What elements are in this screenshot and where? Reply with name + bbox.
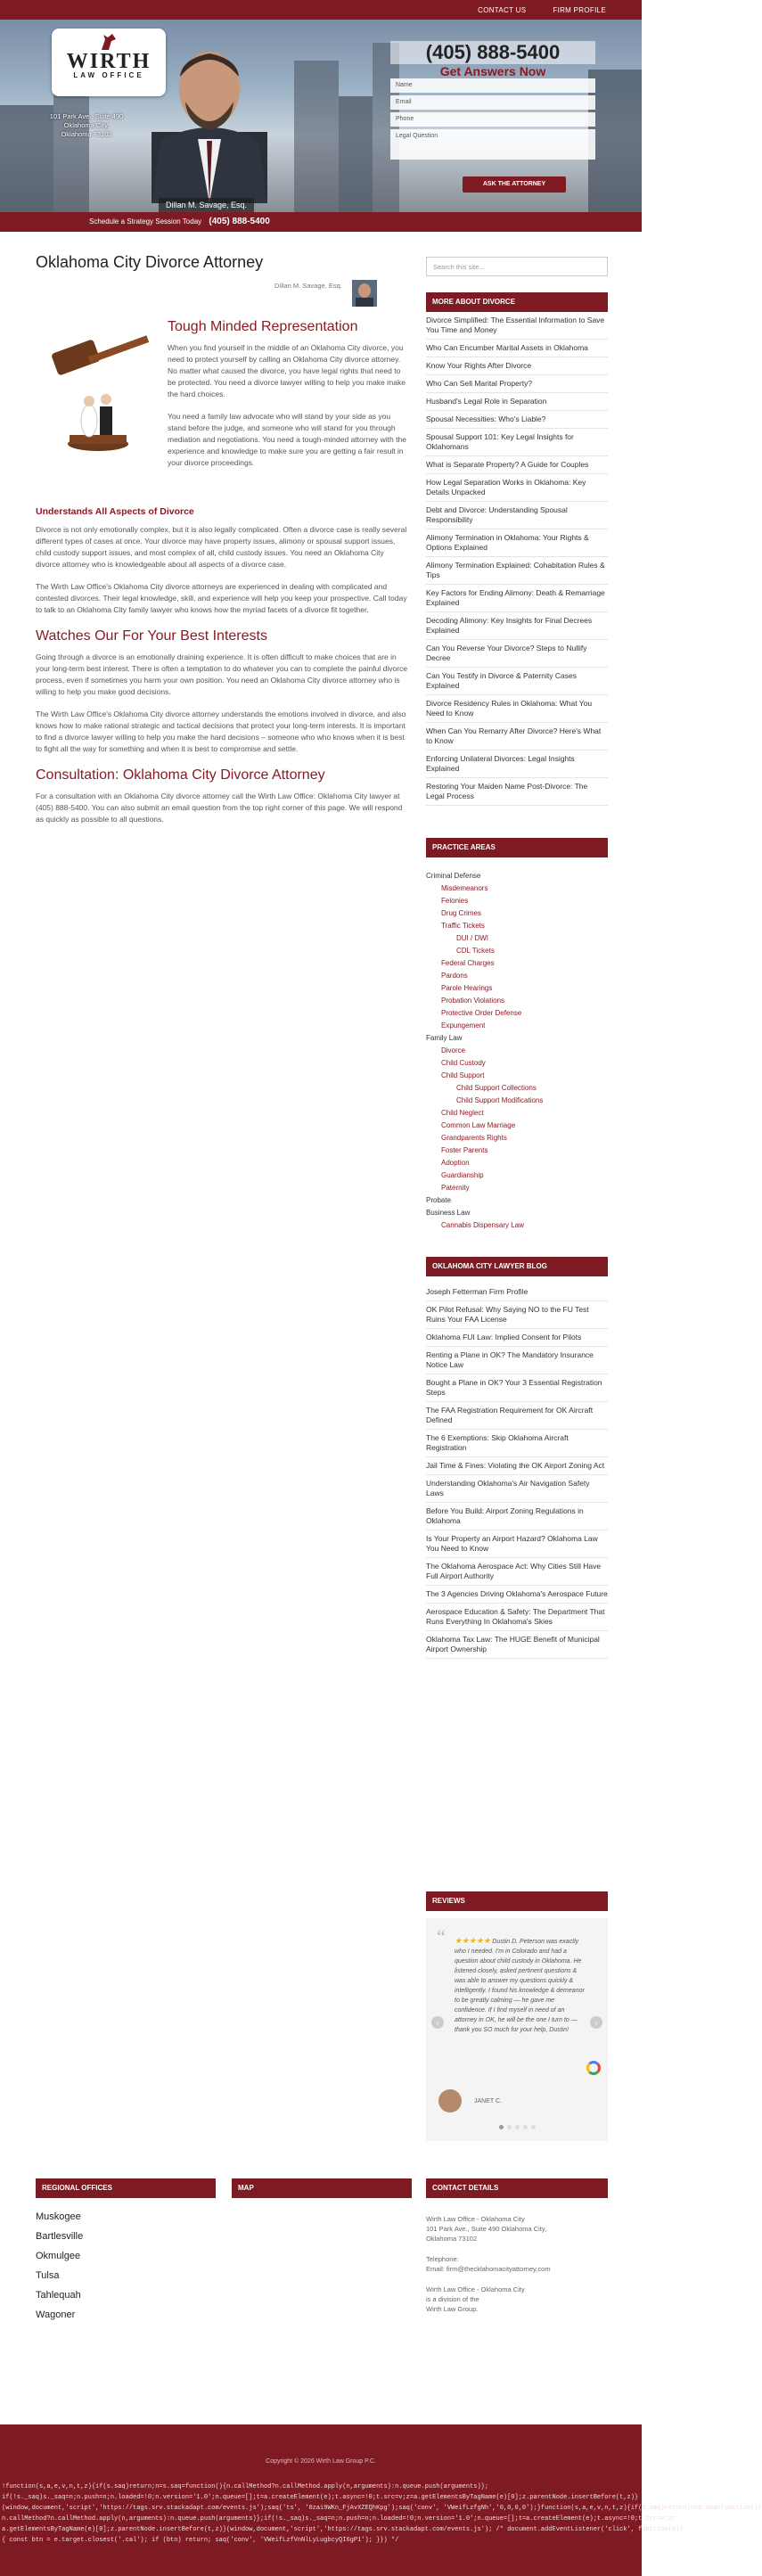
section-heading-understands: Understands All Aspects of Divorce — [36, 506, 194, 517]
next-review-icon[interactable]: › — [590, 2016, 602, 2029]
practice-area-link[interactable]: Adoption — [441, 1159, 470, 1167]
practice-area-link[interactable]: Parole Hearings — [441, 984, 493, 992]
divorce-article-link[interactable]: Know Your Rights After Divorce — [426, 357, 608, 375]
divorce-article-link[interactable]: Divorce Simplified: The Essential Information to Save You Time and Money — [426, 312, 608, 340]
practice-area-link[interactable]: Guardianship — [441, 1171, 484, 1179]
quote-icon: “ — [437, 1925, 446, 1948]
gavel-figurine-image — [36, 321, 169, 455]
practice-area-link[interactable]: Grandparents Rights — [441, 1134, 507, 1142]
divorce-article-link[interactable]: Who Can Encumber Marital Assets in Oklahoma — [426, 340, 608, 357]
blog-post-link[interactable]: Joseph Fetterman Firm Profile — [426, 1284, 608, 1301]
office-link[interactable]: Bartlesville — [36, 2231, 84, 2242]
practice-areas-heading: PRACTICE AREAS — [426, 838, 608, 857]
paragraph: Divorce is not only emotionally complex, but it is also legally complicated. Often a divorce case is really several different types of cases at once. Your divorce may have property issues, alimony or spousal support issues, child custody support issues, and most complex of all, child custody issues. You need an Oklahoma City divorce attorney who is knowledgeable about all aspects of a divorce case. — [36, 525, 407, 569]
blog-post-link[interactable]: Oklahoma FUI Law: Implied Consent for Pilots — [426, 1329, 608, 1347]
map-heading: MAP — [232, 2178, 412, 2198]
carousel-dot[interactable] — [531, 2125, 536, 2129]
get-answers-heading: Get Answers Now — [439, 64, 546, 78]
practice-area-link[interactable]: Misdemeanors — [441, 884, 488, 892]
reviewer-name: JANET C. — [474, 2098, 502, 2104]
divorce-article-link[interactable]: Alimony Termination Explained: Cohabitation Rules & Tips — [426, 557, 608, 585]
practice-area-link[interactable]: Divorce — [441, 1046, 466, 1054]
practice-area-link[interactable]: Felonies — [441, 897, 469, 905]
contact-details: Wirth Law Office - Oklahoma City 101 Park Ave., Suite 490 Oklahoma City, Oklahoma 73102 Telephone: Email: firm@thecklahomacityattorney.com Wirth Law Office - Oklahoma City is a division of the Wirth Law Group. — [426, 2214, 608, 2314]
divorce-article-link[interactable]: Can You Reverse Your Divorce? Steps to Nullify Decree — [426, 640, 608, 668]
blog-post-link[interactable]: OK Pilot Refusal: Why Saying NO to the FU Test Ruins Your FAA License — [426, 1301, 608, 1329]
author-byline: Dillan M. Savage, Esq. — [274, 282, 342, 290]
script-line: a.getElementsByTagName(e)[0];z.parentNode.insertBefore(t,z)}(window,document,'script','https://tags.srv.stackadapt.com/events.js'); /* document.addEventListener('click', function(e){ — [2, 2526, 684, 2533]
practice-area-link[interactable]: Traffic Tickets — [441, 922, 485, 930]
search-input[interactable]: Search this site... — [426, 257, 608, 276]
ask-attorney-button[interactable]: ASK THE ATTORNEY — [463, 176, 566, 193]
practice-area-link[interactable]: CDL Tickets — [456, 947, 495, 955]
prev-review-icon[interactable]: ‹ — [431, 2016, 444, 2029]
review-card — [426, 1918, 608, 2141]
carousel-dot[interactable] — [523, 2125, 528, 2129]
legal-question-field[interactable]: Legal Question — [390, 129, 595, 160]
divorce-article-link[interactable]: Spousal Necessities: Who's Liable? — [426, 411, 608, 429]
office-link[interactable]: Muskogee — [36, 2211, 81, 2222]
practice-area-link[interactable]: Cannabis Dispensary Law — [441, 1221, 524, 1229]
hero-phone[interactable]: (405) 888-5400 — [390, 41, 595, 64]
blog-post-link[interactable]: Aerospace Education & Safety: The Department That Runs Everything In Oklahoma's Skies — [426, 1604, 608, 1631]
practice-area-link[interactable]: Criminal Defense — [426, 872, 481, 880]
name-field[interactable]: Name — [390, 78, 595, 93]
practice-area-link[interactable]: Probate — [426, 1196, 452, 1204]
paragraph: The Wirth Law Office's Oklahoma City divorce attorneys are experienced in dealing with complicated and contested divorces. Their legal knowledge, skill, and experience will help you keep your prospective. Call today to talk to an Oklahoma City family lawyer who knows how the myriad facets of a divorce fit together. — [36, 582, 407, 614]
blog-post-link[interactable]: Oklahoma Tax Law: The HUGE Benefit of Municipal Airport Ownership — [426, 1631, 608, 1659]
more-about-divorce-list — [426, 312, 608, 806]
divorce-article-link[interactable]: Enforcing Unilateral Divorces: Legal Insights Explained — [426, 751, 608, 778]
section-heading-consult: Consultation: Oklahoma City Divorce Attorney — [36, 767, 325, 783]
practice-area-link[interactable]: Child Support Collections — [456, 1084, 537, 1092]
divorce-article-link[interactable]: Divorce Residency Rules in Oklahoma: What You Need to Know — [426, 695, 608, 723]
blog-post-link[interactable]: Jail Time & Fines: Violating the OK Airport Zoning Act — [426, 1457, 608, 1475]
paragraph: When you find yourself in the middle of an Oklahoma City divorce, you need to protect yourself by calling an Oklahoma City divorce attorney. No matter what caused the divorce, you have legal rights that need to be protected. You need a divorce lawyer willing to help you make make the hard choices. — [168, 343, 406, 398]
paragraph: For a consultation with an Oklahoma City divorce attorney call the Wirth Law Office: Oklahoma City lawyer at (405) 888-5400. You can also submit an email question from the top right corner of this page. We will respond as quickly as possible to all questions. — [36, 792, 403, 824]
schedule-strip — [0, 212, 642, 232]
tracking-script-text — [0, 2482, 762, 2546]
email-field[interactable]: Email — [390, 95, 595, 110]
more-about-divorce-heading: MORE ABOUT DIVORCE — [426, 292, 608, 312]
horse-logo-icon — [98, 32, 119, 52]
section-heading-tough: Tough Minded Representation — [168, 319, 358, 334]
copyright: Copyright © 2026 Wirth Law Group P.C. — [266, 2458, 376, 2465]
hero-banner — [0, 20, 642, 212]
logo-sub: LAW OFFICE — [73, 71, 144, 79]
regional-offices-list — [36, 2207, 214, 2325]
contact-us-link[interactable]: CONTACT US — [478, 5, 527, 14]
practice-area-link[interactable]: Protective Order Defense — [441, 1009, 522, 1017]
practice-area-link[interactable]: Child Neglect — [441, 1109, 484, 1117]
firm-profile-link[interactable]: FIRM PROFILE — [553, 5, 606, 14]
divorce-article-link[interactable]: Husband's Legal Role in Separation — [426, 393, 608, 411]
schedule-text: Schedule a Strategy Session Today — [89, 217, 202, 226]
review-body: ★★★★★ Dustin D. Peterson was exactly who I needed. I'm in Colorado and had a question about child custody in Oklahoma. He listened closely, asked pertinent questions & was able to answer my questions quickly & intelligently. I found his knowledge & demeanor to be greatly calming — he gave me confidence. If I find myself in need of an attorney in OK, he will be the one I turn to — thank you SO much for your help, Dustin! — [455, 1936, 585, 2033]
divorce-article-link[interactable]: What is Separate Property? A Guide for Couples — [426, 456, 608, 474]
divorce-article-link[interactable]: Spousal Support 101: Key Legal Insights for Oklahomans — [426, 429, 608, 456]
contact-email[interactable]: Email: firm@thecklahomacityattorney.com — [426, 2265, 551, 2273]
practice-area-link[interactable]: Pardons — [441, 972, 468, 980]
practice-area-link[interactable]: Business Law — [426, 1209, 471, 1217]
schedule-phone[interactable]: (405) 888-5400 — [209, 217, 270, 226]
carousel-dot[interactable] — [499, 2125, 504, 2129]
attorney-caption: Dillan M. Savage, Esq. — [159, 198, 254, 212]
reviews-section — [426, 1891, 608, 2141]
script-line: { const btn = e.target.closest('.cal'); if (btn) return; saq('conv', 'VWeifLzfVnNlLyLugbcyQI6gP1'); }}) */ — [2, 2537, 399, 2544]
google-icon — [586, 2061, 601, 2075]
practice-area-link[interactable]: Child Custody — [441, 1059, 486, 1067]
practice-area-link[interactable]: Expungement — [441, 1021, 486, 1030]
blog-post-link[interactable]: The FAA Registration Requirement for OK Aircraft Defined — [426, 1402, 608, 1430]
blog-post-link[interactable]: Before You Build: Airport Zoning Regulations in Oklahoma — [426, 1503, 608, 1530]
blog-post-link[interactable]: Is Your Property an Airport Hazard? Oklahoma Law You Need to Know — [426, 1530, 608, 1558]
practice-area-link[interactable]: Common Law Marriage — [441, 1121, 516, 1129]
practice-area-link[interactable]: Child Support — [441, 1071, 485, 1079]
office-link[interactable]: Tulsa — [36, 2270, 60, 2281]
practice-area-link[interactable]: Family Law — [426, 1034, 463, 1042]
main-content — [36, 250, 410, 824]
phone-field[interactable]: Phone — [390, 112, 595, 127]
divorce-article-link[interactable]: Can You Testify in Divorce & Paternity Cases Explained — [426, 668, 608, 695]
section-heading-watches: Watches Our For Your Best Interests — [36, 628, 267, 644]
carousel-dot[interactable] — [507, 2125, 512, 2129]
carousel-dots — [499, 2125, 536, 2129]
blog-list — [426, 1284, 608, 1659]
office-link[interactable]: Tahlequah — [36, 2290, 81, 2301]
divorce-article-link[interactable]: Alimony Termination in Oklahoma: Your Rights & Options Explained — [426, 529, 608, 557]
divorce-article-link[interactable]: Debt and Divorce: Understanding Spousal Responsibility — [426, 502, 608, 529]
script-line: if(!s._saq)s._saq=n;n.push=n;n.loaded=!0;n.version='1.0';n.queue=[];t=a.createElement(e);t.async=!0;t.src=v;z=a.getElementsByTagName(e)[0];z.parentNode.insertBefore(t,z)} — [2, 2494, 639, 2501]
practice-areas-list — [426, 870, 608, 1232]
practice-area-link[interactable]: Paternity — [441, 1184, 470, 1192]
script-line: !function(s,a,e,v,n,t,z){if(s.saq)return;n=s.saq=function(){n.callMethod?n.callMethod.apply(n,arguments):n.queue.push(arguments)}; — [2, 2483, 489, 2490]
paragraph: You need a family law advocate who will stand by your side as you stand before the judge, and someone who will stand for you through mediation and negotiations. You need a tough-minded attorney with the experience and knowledge to make sure you are getting a fair result in your divorce proceedings. — [168, 412, 406, 467]
logo-name: WIRTH — [66, 50, 152, 73]
practice-area-link[interactable]: Probation Violations — [441, 997, 505, 1005]
blog-post-link[interactable]: The Oklahoma Aerospace Act: Why Cities Still Have Full Airport Authority — [426, 1558, 608, 1586]
paragraph: Going through a divorce is an emotionally draining experience. It is often difficult to make choices that are in your long-term best interest. There is often a temptation to do whatever you can to complete the painful divorce process, even if sometimes you harm your own position. You need an Oklahoma City divorce attorney who is willing to help you make good decisions. — [36, 652, 408, 696]
blog-post-link[interactable]: Understanding Oklahoma's Air Navigation Safety Laws — [426, 1475, 608, 1503]
office-link[interactable]: Okmulgee — [36, 2251, 81, 2261]
divorce-article-link[interactable]: Decoding Alimony: Key Insights for Final Decrees Explained — [426, 612, 608, 640]
divorce-article-link[interactable]: When Can You Remarry After Divorce? Here's What to Know — [426, 723, 608, 751]
blog-post-link[interactable]: Bought a Plane in OK? Your 3 Essential Registration Steps — [426, 1374, 608, 1402]
divorce-article-link[interactable]: Restoring Your Maiden Name Post-Divorce: The Legal Process — [426, 778, 608, 806]
hero-address: 101 Park Ave., Suite 490 Oklahoma City, Oklahoma 73102 — [49, 112, 124, 138]
sidebar — [426, 257, 608, 1659]
paragraph: The Wirth Law Office's Oklahoma City divorce attorney understands the emotions involved in divorce, and also knows how to make rational strategic and tactical decisions that protect your long-term interests. It is important to find a divorce lawyer willing to help you make the hard decisions – someone who who knows when it is best to fight all the way for something and when it is best to compromise and settle. — [36, 710, 406, 753]
site-footer — [0, 2424, 762, 2576]
divorce-article-link[interactable]: Who Can Sell Marital Property? — [426, 375, 608, 393]
practice-area-link[interactable]: Child Support Modifications — [456, 1096, 544, 1104]
blog-post-link[interactable]: The 6 Exemptions: Skip Oklahoma Aircraft Registration — [426, 1430, 608, 1457]
blog-post-link[interactable]: The 3 Agencies Driving Oklahoma's Aerospace Future — [426, 1586, 608, 1604]
reviewer-avatar — [438, 2089, 462, 2112]
carousel-dot[interactable] — [515, 2125, 520, 2129]
regional-offices-heading: REGIONAL OFFICES — [36, 2178, 216, 2198]
office-link[interactable]: Wagoner — [36, 2309, 76, 2320]
practice-area-link[interactable]: Foster Parents — [441, 1146, 488, 1154]
practice-area-link[interactable]: DUI / DWI — [456, 934, 488, 942]
script-line: (window,document,'script','https://tags.srv.stackadapt.com/events.js');saq('ts', '0zai9WKn_FjAvXZEQhKpg');saq('conv', 'VWeifLzfgNh','0,0,0,0');}function(s,a,e,v,n,t,z){if(s.saq)return;n=s.saq=function(){ — [2, 2505, 762, 2512]
author-avatar — [352, 280, 377, 307]
practice-area-link[interactable]: Federal Charges — [441, 959, 495, 967]
attorney-photo — [134, 25, 285, 203]
blog-heading: OKLAHOMA CITY LAWYER BLOG — [426, 1257, 608, 1276]
review-stars: ★★★★★ — [455, 1936, 491, 1945]
practice-area-link[interactable]: Drug Crimes — [441, 909, 481, 917]
contact-details-heading: CONTACT DETAILS — [426, 2178, 608, 2198]
divorce-article-link[interactable]: How Legal Separation Works in Oklahoma: Key Details Unpacked — [426, 474, 608, 502]
blog-post-link[interactable]: Renting a Plane in OK? The Mandatory Insurance Notice Law — [426, 1347, 608, 1374]
top-nav — [0, 0, 642, 20]
script-line: n.callMethod?n.callMethod.apply(n,arguments):n.queue.push(arguments)};if(!s._saq)s._saq=n;n.push=n;n.loaded=!0;n.version='1.0';n.queue=[];t=a.createElement(e);t.async=!0;t.src=v;z= — [2, 2515, 676, 2523]
reviews-heading: REVIEWS — [426, 1891, 608, 1911]
question-form — [390, 78, 595, 162]
page-title: Oklahoma City Divorce Attorney — [36, 253, 264, 271]
divorce-article-link[interactable]: Key Factors for Ending Alimony: Death & Remarriage Explained — [426, 585, 608, 612]
